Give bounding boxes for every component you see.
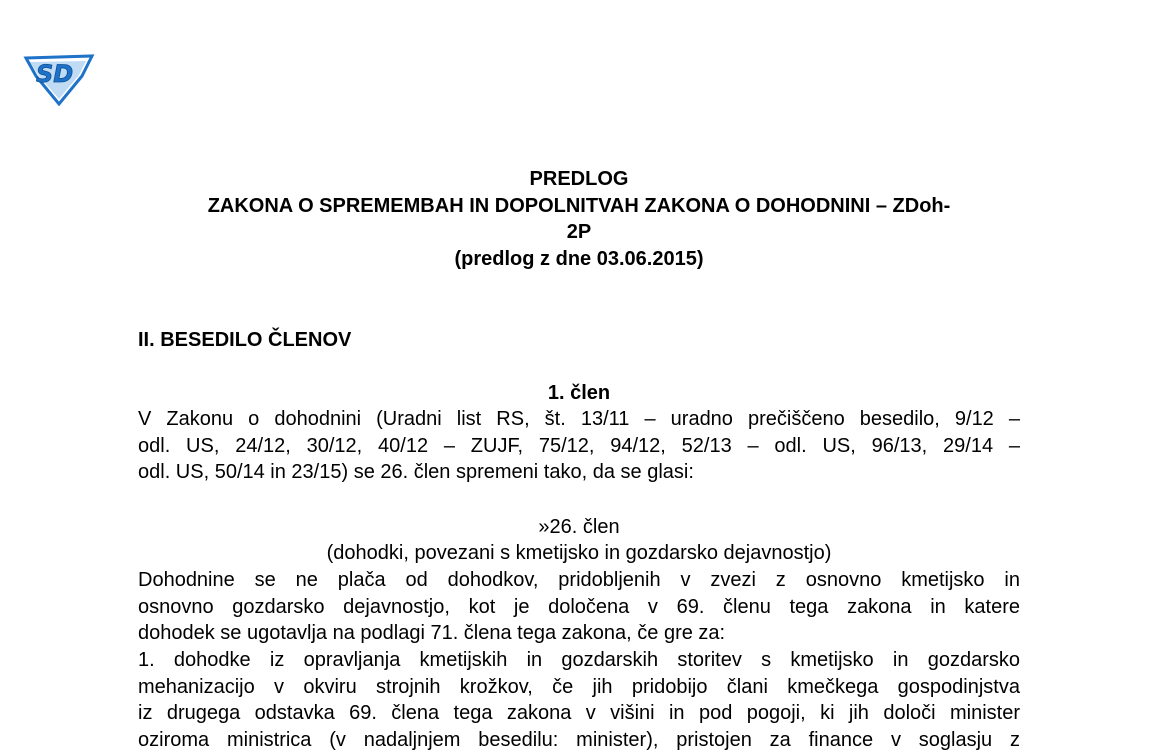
paragraph-line: 1. dohodke iz opravljanja kmetijskih in gozdarskih storitev s kmetijsko in gozdarsko <box>138 647 1020 674</box>
logo <box>22 48 96 106</box>
sd-shield-logo-icon <box>22 48 96 106</box>
article-26-heading: »26. člen <box>138 514 1020 540</box>
article-26-subheading: (dohodki, povezani s kmetijsko in gozdarsko dejavnostjo) <box>138 540 1020 566</box>
paragraph-line: oziroma ministrica (v nadaljnjem besedilu: minister), pristojen za finance v soglasju z <box>138 727 1020 753</box>
paragraph-line: dohodek se ugotavlja na podlagi 71. člena tega zakona, če gre za: <box>138 620 1020 647</box>
paragraph-line: Dohodnine se ne plača od dohodkov, pridobljenih v zvezi z osnovno kmetijsko in <box>138 567 1020 594</box>
title-line-2: ZAKONA O SPREMEMBAH IN DOPOLNITVAH ZAKONA O DOHODNINI – ZDoh- <box>138 193 1020 220</box>
paragraph-line: odl. US, 50/14 in 23/15) se 26. člen spremeni tako, da se glasi: <box>138 459 1020 486</box>
paragraph-line: mehanizacijo v okviru strojnih krožkov, če jih pridobijo člani kmečkega gospodinjstva <box>138 674 1020 701</box>
title-line-4: (predlog z dne 03.06.2015) <box>138 246 1020 273</box>
svg-text:SD: SD <box>36 60 73 88</box>
article-1-heading: 1. člen <box>138 380 1020 406</box>
section-heading: II. BESEDILO ČLENOV <box>138 327 351 353</box>
document-title <box>138 166 1020 272</box>
paragraph-line: osnovno gozdarsko dejavnostjo, kot je določena v 69. členu tega zakona in katere <box>138 594 1020 621</box>
title-line-3: 2P <box>138 219 1020 246</box>
article-26-intro <box>138 567 1020 647</box>
paragraph-line: odl. US, 24/12, 30/12, 40/12 – ZUJF, 75/12, 94/12, 52/13 – odl. US, 96/13, 29/14 – <box>138 433 1020 460</box>
article-1-paragraph <box>138 406 1020 486</box>
paragraph-line: V Zakonu o dohodnini (Uradni list RS, št. 13/11 – uradno prečiščeno besedilo, 9/12 – <box>138 406 1020 433</box>
paragraph-line: iz drugega odstavka 69. člena tega zakona v višini in pod pogoji, ki jih določi minister <box>138 700 1020 727</box>
article-26-item-1 <box>138 647 1020 753</box>
title-line-1: PREDLOG <box>138 166 1020 193</box>
